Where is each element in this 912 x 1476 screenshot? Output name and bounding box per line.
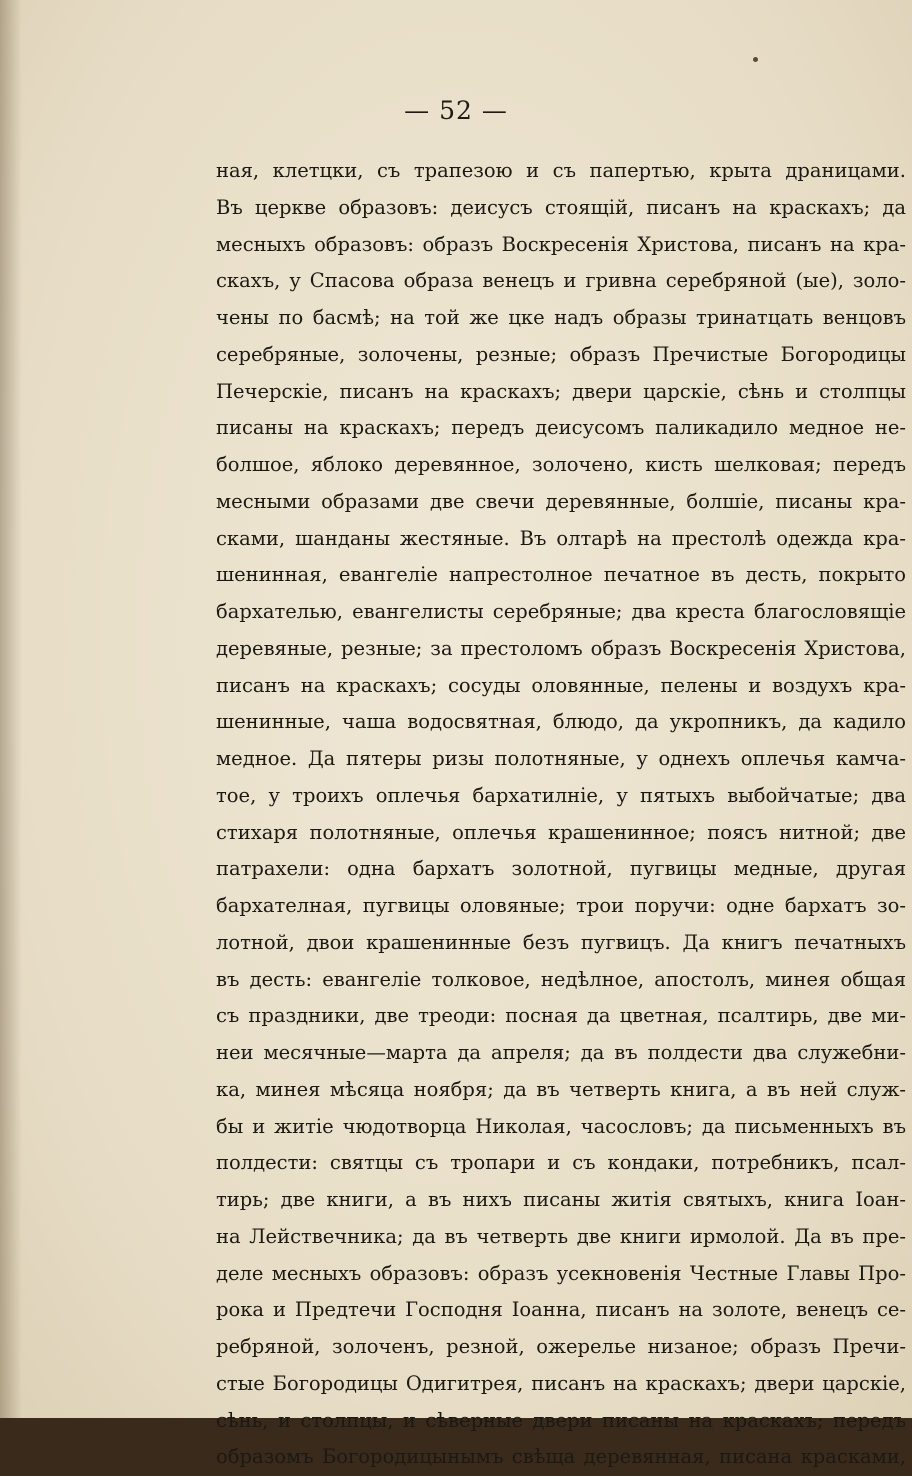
text-line: стые Богородицы Одигитрея, писанъ на краскахъ; двери царскіе, (216, 1371, 906, 1395)
text-line: бы и житіе чюдотворца Николая, часословъ; да письменныхъ въ (216, 1114, 906, 1138)
text-line: бархателная, пугвицы оловяные; трои поручи: одне бархатъ зо- (216, 894, 906, 917)
text-line: ная, клетцки, съ трапезою и съ папертью, крыта драницами. (216, 159, 906, 182)
text-line: Печерскіе, писанъ на краскахъ; двери царскіе, сѣнь и столпцы (216, 379, 906, 403)
text-line: месныхъ образовъ: образъ Воскресенія Христова, писанъ на кра- (216, 232, 906, 256)
text-line: бархателью, евангелисты серебряные; два креста благословящіе (216, 600, 906, 623)
page-binding-shadow (0, 0, 22, 1418)
text-line: стихаря полотняные, оплечья крашенинное; поясъ нитной; две (216, 820, 906, 844)
text-line: съ праздники, две треоди: посная да цветная, псалтирь, две ми- (216, 1004, 906, 1028)
text-line: тое, у троихъ оплечья бархатилніе, у пятыхъ выбойчатые; два (216, 783, 906, 807)
text-line: месными образами две свечи деревянные, болшіе, писаны кра- (216, 489, 906, 513)
text-line: болшое, яблоко деревянное, золочено, кисть шелковая; передъ (216, 453, 906, 476)
text-line: скахъ, у Спасова образа венецъ и гривна серебряной (ые), золо- (216, 269, 906, 293)
text-line: писанъ на краскахъ; сосуды оловянные, пелены и воздухъ кра- (216, 673, 906, 697)
text-line: въ десть: евангеліе толковое, недѣлное, апостолъ, минея общая (216, 967, 906, 991)
text-line: ка, минея мѣсяца ноября; да въ четверть книга, а въ ней служ- (216, 1077, 906, 1101)
text-line: серебряные, золочены, резные; образъ Пречистые Богородицы (216, 342, 906, 366)
text-line: чены по басмѣ; на той же цке надъ образы тринатцать венцовъ (216, 306, 906, 329)
text-line: неи месячные—марта да апреля; да въ полдести два служебни- (216, 1041, 906, 1064)
text-line: рока и Предтечи Господня Іоанна, писанъ на золоте, венецъ се- (216, 1298, 906, 1322)
text-line: лотной, двои крашенинные безъ пугвицъ. Да книгъ печатныхъ (216, 930, 906, 954)
text-line: ребряной, золоченъ, резной, ожерелье низаное; образъ Пречи- (216, 1335, 906, 1358)
text-line: писаны на краскахъ; передъ деисусомъ паликадило медное не- (216, 416, 906, 440)
text-line: сѣнь, и столпцы, и сѣверные двери писаны на краскахъ; передъ (216, 1408, 906, 1432)
ink-speck (753, 57, 758, 62)
text-line: на Лействечника; да въ четверть две книги ирмолой. Да въ пре- (216, 1224, 906, 1248)
text-line: шенинные, чаша водосвятная, блюдо, да укропникъ, да кадило (216, 710, 906, 734)
text-line: образомъ Богородицынымъ свѣща деревянная, писана красками, (216, 1445, 906, 1469)
text-line: тирь; две книги, а въ нихъ писаны житія святыхъ, книга Іоан- (216, 1188, 906, 1211)
text-line: деле месныхъ образовъ: образъ усекновенія Честные Главы Про- (216, 1261, 906, 1285)
text-line: медное. Да пятеры ризы полотняные, у однехъ оплечья камча- (216, 747, 906, 770)
text-line: полдести: святцы съ тропари и съ кондаки, потребникъ, псал- (216, 1151, 906, 1175)
body-text (216, 153, 906, 1476)
page-number: — 52 — (404, 96, 508, 125)
text-line: патрахели: одна бархатъ золотной, пугвицы медные, другая (216, 857, 906, 881)
text-line: сками, шанданы жестяные. Въ олтарѣ на престолѣ одежда кра- (216, 526, 906, 550)
text-line: Въ церкве образовъ: деисусъ стоящій, писанъ на краскахъ; да (216, 195, 906, 219)
text-line: деревяные, резные; за престоломъ образъ Воскресенія Христова, (216, 636, 906, 660)
text-line: шенинная, евангеліе напрестолное печатное въ десть, покрыто (216, 563, 906, 587)
